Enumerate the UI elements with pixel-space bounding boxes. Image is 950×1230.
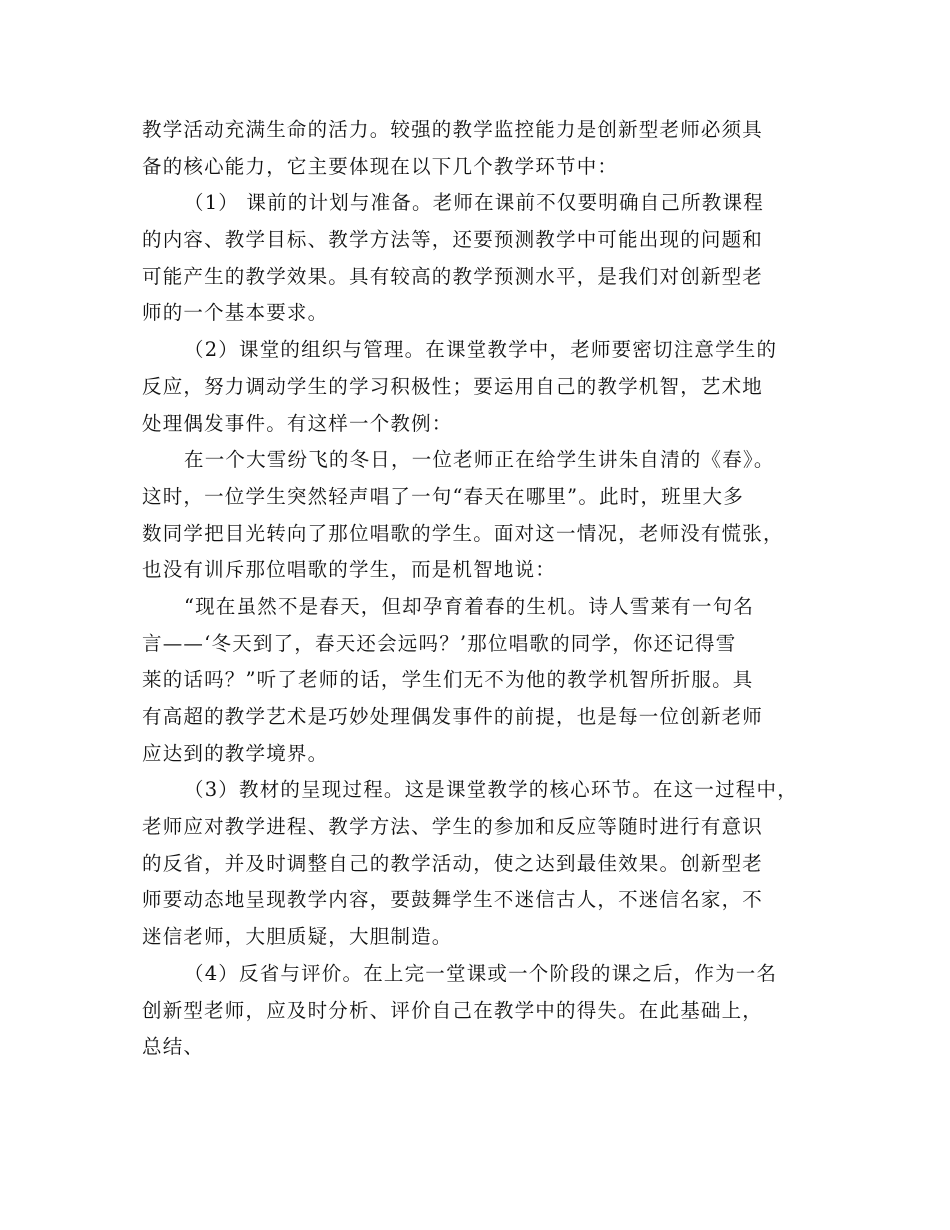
- text-line: “现在虽然不是春天，但却孕育着春的生机。诗人雪莱有一句名: [184, 594, 755, 618]
- text-line: 这时，一位学生突然轻声唱了一句“春天在哪里”。此时，班里大多: [142, 484, 744, 508]
- text-line: 也没有训斥那位唱歌的学生，而是机智地说：: [142, 558, 557, 582]
- text-line: 总结、: [142, 1035, 205, 1059]
- text-line: 教学活动充满生命的活力。较强的教学监控能力是创新型老师必须具: [142, 118, 764, 141]
- text-line: 在一个大雪纷飞的冬日，一位老师正在给学生讲朱自清的《春》。: [184, 448, 775, 472]
- text-line: 反应，努力调动学生的学习积极性；要运用自己的教学机智，艺术地: [142, 374, 764, 398]
- text-line: 数同学把目光转向了那位唱歌的学生。面对这一情况，老师没有慌张，: [142, 521, 784, 545]
- text-line: 老师应对教学进程、教学方法、学生的参加和反应等随时进行有意识: [142, 815, 764, 839]
- text-line: 有高超的教学艺术是巧妙处理偶发事件的前提，也是每一位创新老师: [142, 705, 764, 728]
- text-line: 迷信老师，大胆质疑，大胆制造。: [142, 925, 453, 949]
- text-line: 言——‘冬天到了，春天还会远吗？’那位唱歌的同学，你还记得雪: [142, 631, 737, 655]
- text-line: 应达到的教学境界。: [142, 741, 329, 765]
- body-text: [142, 112, 832, 1066]
- text-line: 创新型老师，应及时分析、评价自己在教学中的得失。在此基础上，: [142, 998, 764, 1022]
- text-line: 可能产生的教学效果。具有较高的教学预测水平，是我们对创新型老: [142, 264, 764, 288]
- text-line: 师要动态地呈现教学内容，要鼓舞学生不迷信古人，不迷信名家，不: [142, 888, 764, 912]
- text-line: 莱的话吗？”听了老师的话，学生们无不为他的教学机智所折服。具: [142, 668, 754, 692]
- text-line: （4）反省与评价。在上完一堂课或一个阶段的课之后，作为一名: [184, 961, 778, 985]
- text-line: 处理偶发事件。有这样一个教例：: [142, 411, 453, 435]
- text-line: 的反省，并及时调整自己的教学活动，使之达到最佳效果。创新型老: [142, 851, 764, 875]
- text-line: （2）课堂的组织与管理。在课堂教学中，老师要密切注意学生的: [184, 338, 778, 362]
- text-line: 师的一个基本要求。: [142, 301, 329, 325]
- text-line: 的内容、教学目标、教学方法等，还要预测教学中可能出现的问题和: [142, 228, 764, 252]
- text-line: （3）教材的呈现过程。这是课堂教学的核心环节。在这一过程中，: [184, 778, 798, 802]
- text-line: （1） 课前的计划与准备。老师在课前不仅要明确自己所教课程: [184, 191, 764, 215]
- text-line: 备的核心能力，它主要体现在以下几个教学环节中：: [142, 154, 619, 178]
